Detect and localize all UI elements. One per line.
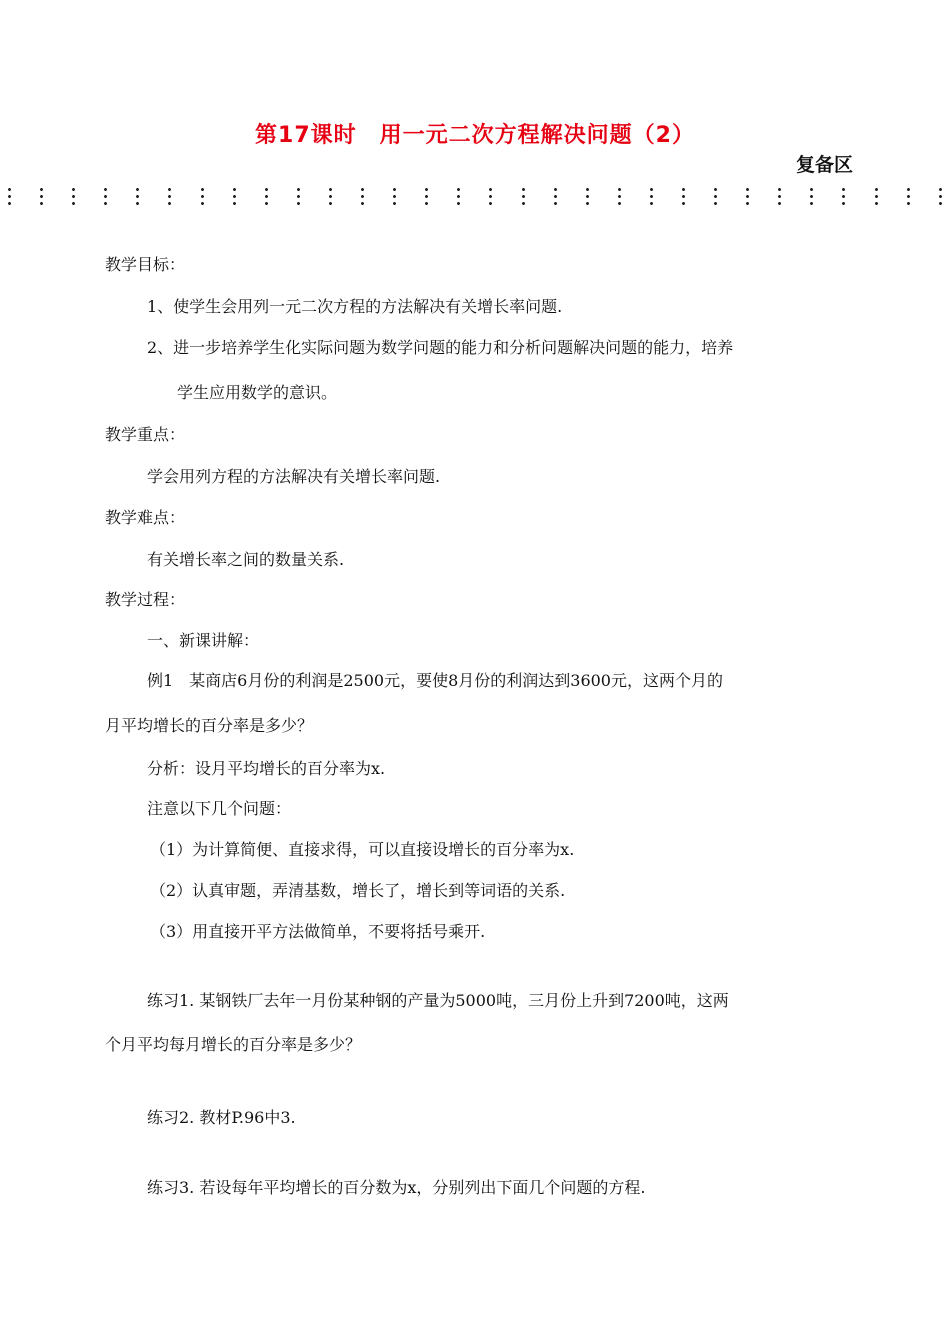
analysis-text: 分析：设月平均增长的百分率为x.	[147, 759, 386, 778]
process-heading: 教学过程：	[105, 590, 186, 609]
objective-1: 1、使学生会用列一元二次方程的方法解决有关增长率问题.	[147, 297, 563, 316]
objective-2-line-2: 学生应用数学的意识。	[177, 383, 338, 402]
example-1-line-1: 例1 某商店6月份的利润是2500元，要使8月份的利润达到3600元，这两个月的	[147, 671, 723, 690]
difficulty-text: 有关增长率之间的数量关系.	[147, 550, 345, 569]
exercise-1-line-2: 个月平均每月增长的百分率是多少？	[105, 1035, 362, 1054]
dotted-separator	[8, 186, 942, 208]
key-points-text: 学会用列方程的方法解决有关增长率问题.	[147, 467, 441, 486]
example-1-line-2: 月平均增长的百分率是多少？	[105, 716, 314, 735]
exercise-1-line-1: 练习1. 某钢铁厂去年一月份某种钢的产量为5000吨，三月份上升到7200吨，这两	[147, 991, 729, 1010]
note-3: （3）用直接开平方法做简单，不要将括号乘开.	[150, 922, 486, 941]
review-area-label: 复备区	[795, 154, 853, 176]
key-points-heading: 教学重点：	[105, 425, 186, 444]
exercise-2: 练习2. 教材P.96中3.	[147, 1108, 296, 1127]
exercise-3: 练习3. 若设每年平均增长的百分数为x，分别列出下面几个问题的方程.	[147, 1178, 646, 1197]
note-1: （1）为计算简便、直接求得，可以直接设增长的百分率为x.	[150, 840, 575, 859]
note-2: （2）认真审题，弄清基数，增长了，增长到等词语的关系.	[150, 881, 566, 900]
difficulty-heading: 教学难点：	[105, 508, 186, 527]
notes-heading: 注意以下几个问题：	[147, 799, 292, 818]
page-title: 第17课时 用一元二次方程解决问题（2）	[255, 123, 695, 148]
objective-2-line-1: 2、进一步培养学生化实际问题为数学问题的能力和分析问题解决问题的能力，培养	[147, 338, 734, 357]
objectives-heading: 教学目标：	[105, 255, 186, 274]
part-1-heading: 一、新课讲解：	[147, 631, 260, 650]
